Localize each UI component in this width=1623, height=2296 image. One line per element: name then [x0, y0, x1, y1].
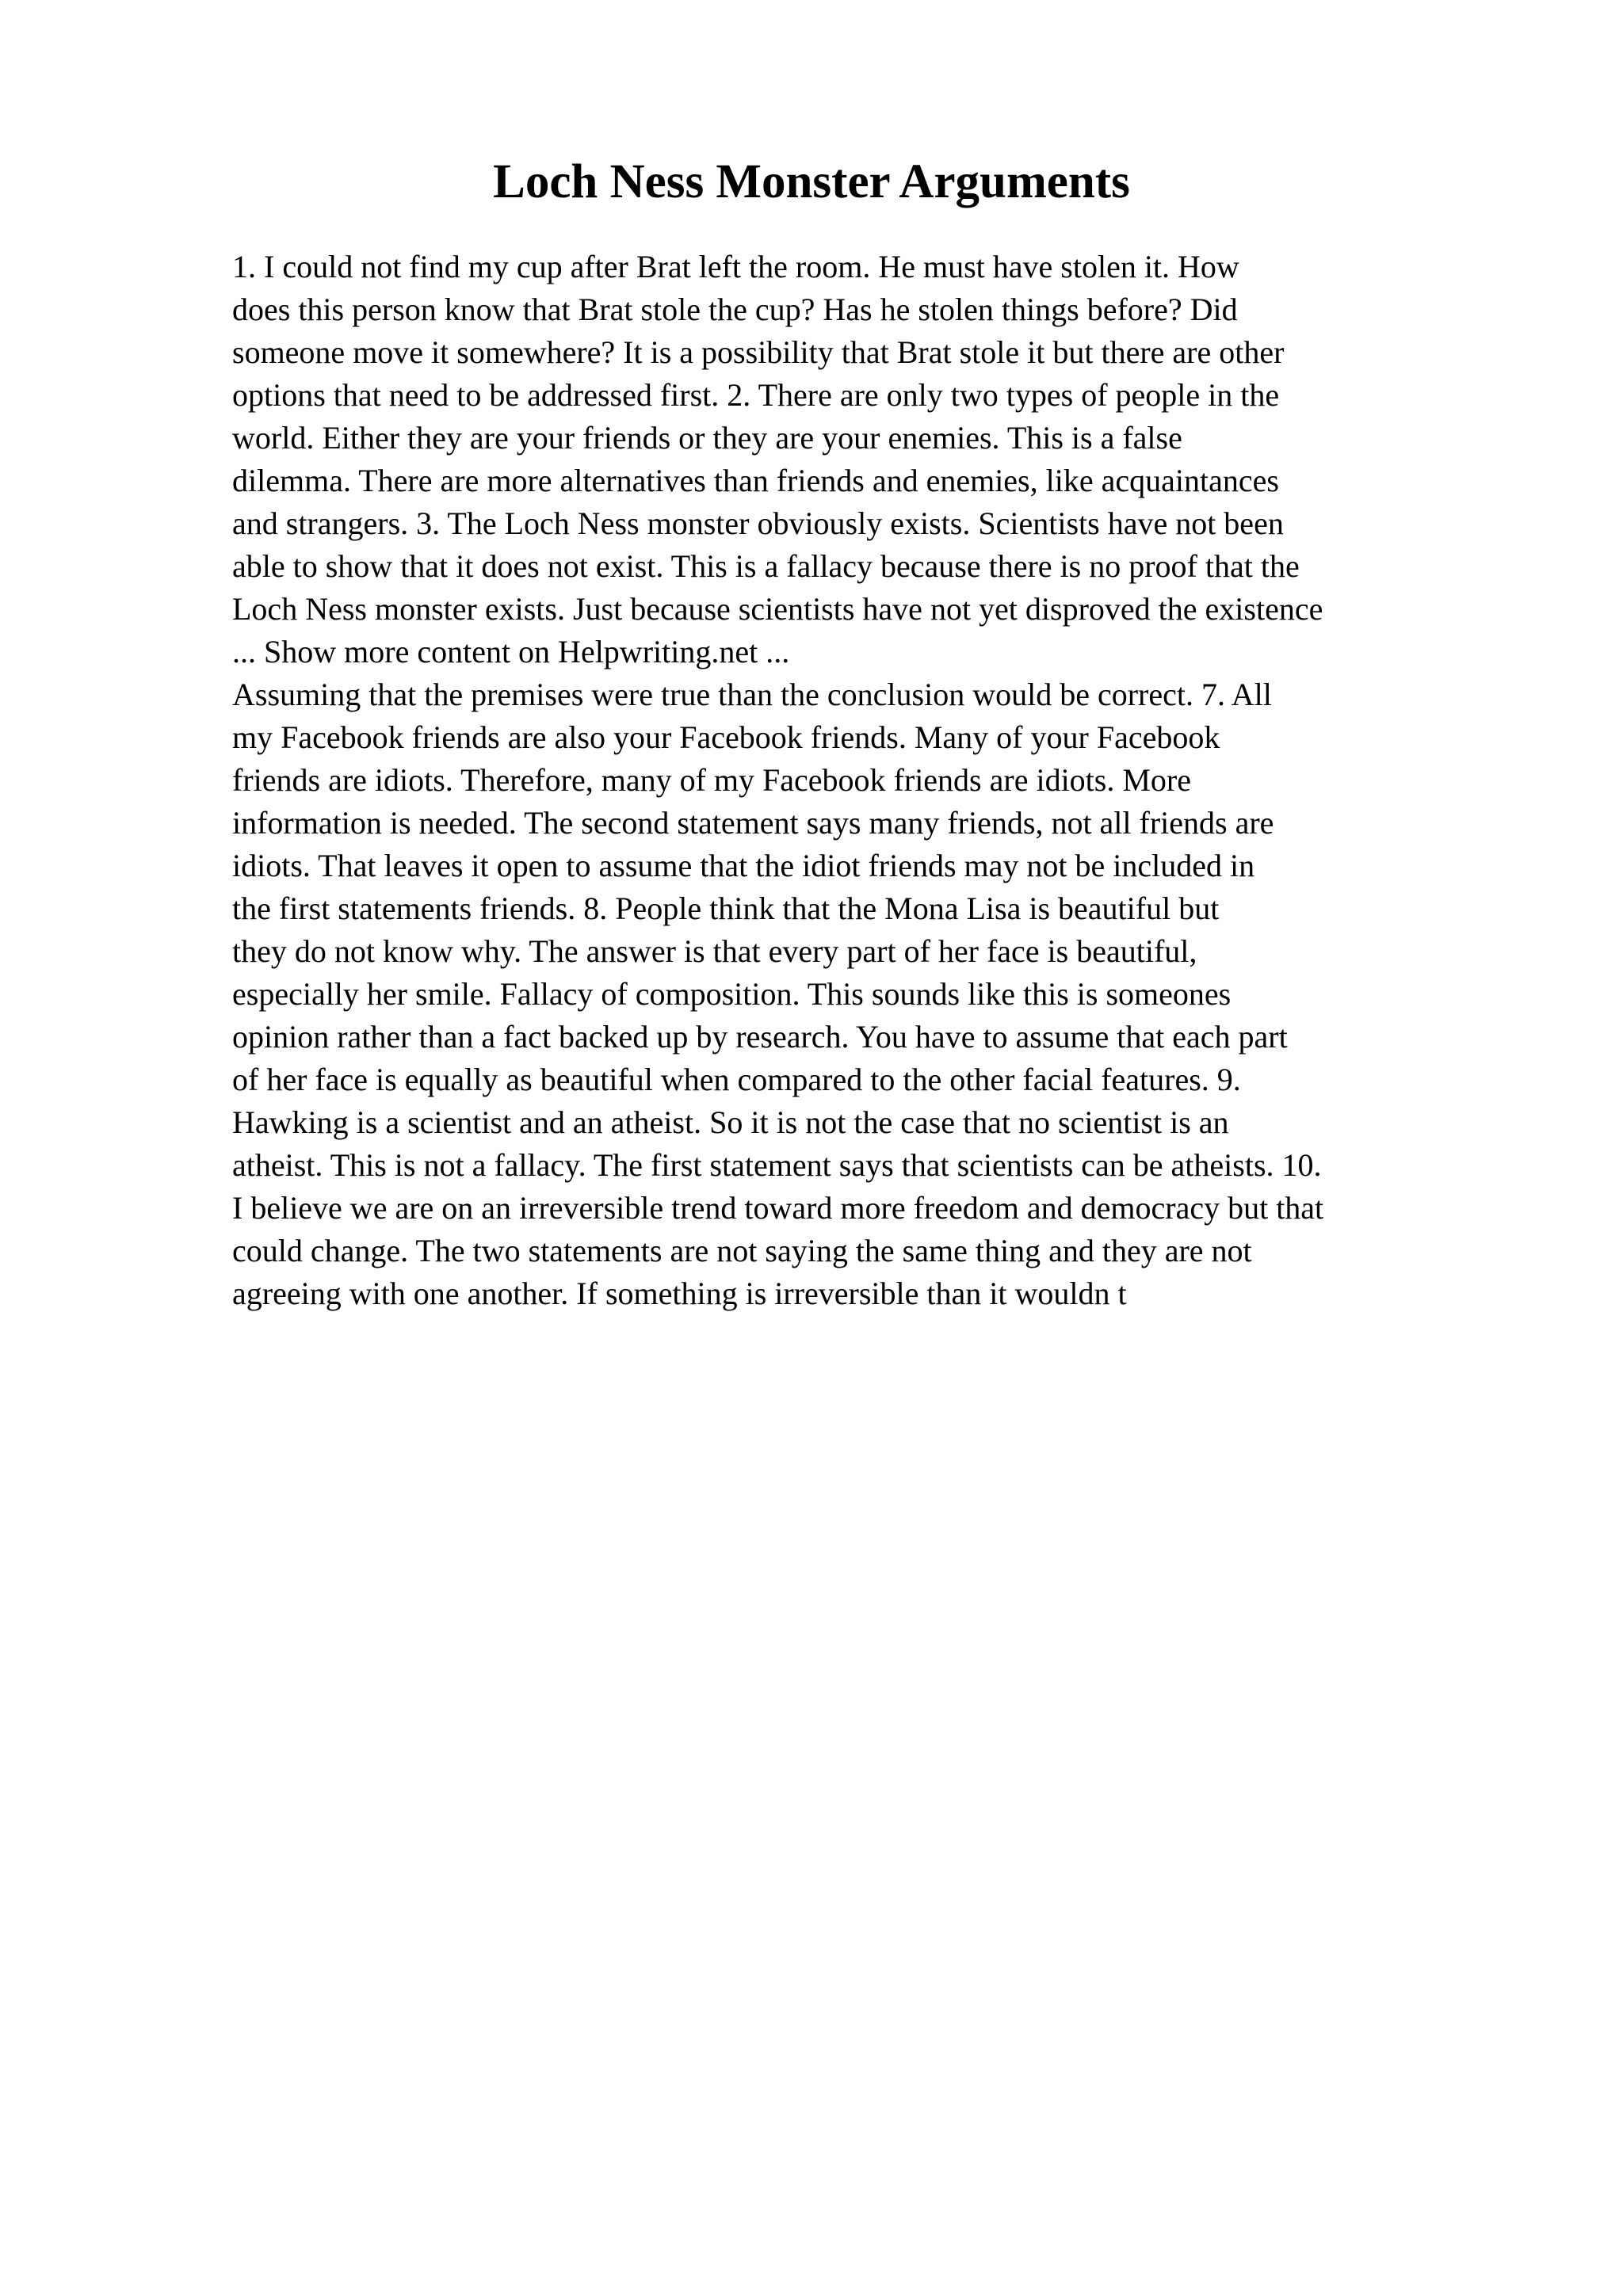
body-line: someone move it somewhere? It is a possibility that Brat stole it but there are other [232, 334, 1285, 370]
show-more-line: ... Show more content on Helpwriting.net ... [232, 634, 790, 669]
body-line: could change. The two statements are not saying the same thing and they are not [232, 1233, 1252, 1268]
body-line: information is needed. The second statement says many friends, not all friends are [232, 805, 1274, 841]
body-line: friends are idiots. Therefore, many of my Facebook friends are idiots. More [232, 762, 1191, 798]
body-line: I believe we are on an irreversible trend toward more freedom and democracy but that [232, 1190, 1324, 1226]
body-line: 1. I could not find my cup after Brat left the room. He must have stolen it. How [232, 249, 1239, 284]
body-line: agreeing with one another. If something is irreversible than it wouldn t [232, 1276, 1127, 1311]
body-line: able to show that it does not exist. This is a fallacy because there is no proof that the [232, 548, 1300, 584]
document-body [232, 246, 1516, 1315]
body-line: of her face is equally as beautiful when compared to the other facial features. 9. [232, 1062, 1241, 1097]
body-line: and strangers. 3. The Loch Ness monster obviously exists. Scientists have not been [232, 505, 1284, 541]
body-line: dilemma. There are more alternatives than friends and enemies, like acquaintances [232, 463, 1279, 498]
body-line: my Facebook friends are also your Facebook friends. Many of your Facebook [232, 719, 1220, 755]
body-line: options that need to be addressed first. 2. There are only two types of people in the [232, 377, 1280, 413]
body-line: idiots. That leaves it open to assume that the idiot friends may not be included in [232, 848, 1255, 883]
body-line: atheist. This is not a fallacy. The first statement says that scientists can be atheists. 10. [232, 1147, 1322, 1183]
document-title: Loch Ness Monster Arguments [493, 155, 1130, 208]
body-line: does this person know that Brat stole the cup? Has he stolen things before? Did [232, 292, 1238, 327]
body-line: the first statements friends. 8. People think that the Mona Lisa is beautiful but [232, 891, 1220, 926]
body-line: Assuming that the premises were true than the conclusion would be correct. 7. All [232, 677, 1272, 712]
body-line: Loch Ness monster exists. Just because scientists have not yet disproved the existence [232, 591, 1323, 627]
body-line: Hawking is a scientist and an atheist. So it is not the case that no scientist is an [232, 1104, 1229, 1140]
body-line: opinion rather than a fact backed up by research. You have to assume that each part [232, 1019, 1288, 1055]
body-line: especially her smile. Fallacy of composition. This sounds like this is someones [232, 976, 1232, 1012]
body-line: they do not know why. The answer is that every part of her face is beautiful, [232, 933, 1197, 969]
body-line: world. Either they are your friends or they are your enemies. This is a false [232, 420, 1182, 456]
